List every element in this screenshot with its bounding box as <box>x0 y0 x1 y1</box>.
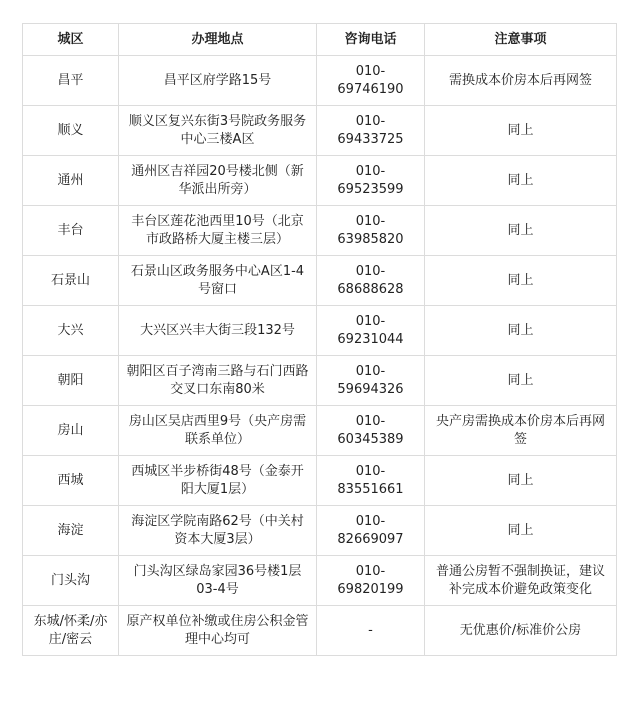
location-cell: 石景山区政务服务中心A区1-4号窗口 <box>119 256 317 306</box>
district-cell: 顺义 <box>23 106 119 156</box>
note-cell: 普通公房暂不强制换证，建议补完成本价避免政策变化 <box>425 556 617 606</box>
location-cell: 原产权单位补缴或住房公积金管理中心均可 <box>119 606 317 656</box>
note-cell: 同上 <box>425 356 617 406</box>
phone-cell: 010-69746190 <box>317 56 425 106</box>
location-cell: 门头沟区绿岛家园36号楼1层03-4号 <box>119 556 317 606</box>
phone-cell: 010-60345389 <box>317 406 425 456</box>
table-row <box>23 506 617 556</box>
table-row <box>23 106 617 156</box>
note-cell: 同上 <box>425 206 617 256</box>
header-location: 办理地点 <box>119 24 317 56</box>
phone-cell: 010-69231044 <box>317 306 425 356</box>
note-cell: 同上 <box>425 506 617 556</box>
district-cell: 房山 <box>23 406 119 456</box>
table-row <box>23 156 617 206</box>
district-cell: 东城/怀柔/亦庄/密云 <box>23 606 119 656</box>
note-cell: 需换成本价房本后再网签 <box>425 56 617 106</box>
housing-office-table <box>22 23 617 656</box>
header-phone: 咨询电话 <box>317 24 425 56</box>
table-row <box>23 56 617 106</box>
location-cell: 房山区吴店西里9号（央产房需联系单位） <box>119 406 317 456</box>
phone-cell: 010-69433725 <box>317 106 425 156</box>
table-row <box>23 556 617 606</box>
table-row <box>23 256 617 306</box>
note-cell: 同上 <box>425 306 617 356</box>
table-row <box>23 606 617 656</box>
district-cell: 朝阳 <box>23 356 119 406</box>
location-cell: 顺义区复兴东街3号院政务服务中心三楼A区 <box>119 106 317 156</box>
phone-cell: 010-63985820 <box>317 206 425 256</box>
table-row <box>23 456 617 506</box>
note-cell: 同上 <box>425 456 617 506</box>
location-cell: 西城区半步桥街48号（金泰开阳大厦1层） <box>119 456 317 506</box>
table-header-row <box>23 24 617 56</box>
district-cell: 大兴 <box>23 306 119 356</box>
district-cell: 昌平 <box>23 56 119 106</box>
phone-cell: 010-83551661 <box>317 456 425 506</box>
location-cell: 大兴区兴丰大街三段132号 <box>119 306 317 356</box>
location-cell: 朝阳区百子湾南三路与石门西路交叉口东南80米 <box>119 356 317 406</box>
district-cell: 石景山 <box>23 256 119 306</box>
location-cell: 昌平区府学路15号 <box>119 56 317 106</box>
district-cell: 门头沟 <box>23 556 119 606</box>
phone-cell: 010-82669097 <box>317 506 425 556</box>
note-cell: 同上 <box>425 156 617 206</box>
header-note: 注意事项 <box>425 24 617 56</box>
note-cell: 央产房需换成本价房本后再网签 <box>425 406 617 456</box>
header-district: 城区 <box>23 24 119 56</box>
district-cell: 西城 <box>23 456 119 506</box>
district-cell: 丰台 <box>23 206 119 256</box>
phone-cell: 010-69820199 <box>317 556 425 606</box>
district-cell: 海淀 <box>23 506 119 556</box>
note-cell: 同上 <box>425 106 617 156</box>
phone-cell: 010-68688628 <box>317 256 425 306</box>
note-cell: 同上 <box>425 256 617 306</box>
note-cell: 无优惠价/标准价公房 <box>425 606 617 656</box>
table-row <box>23 406 617 456</box>
phone-cell: 010-59694326 <box>317 356 425 406</box>
location-cell: 通州区吉祥园20号楼北侧（新华派出所旁） <box>119 156 317 206</box>
location-cell: 丰台区莲花池西里10号（北京市政路桥大厦主楼三层） <box>119 206 317 256</box>
table-row <box>23 356 617 406</box>
phone-cell: 010-69523599 <box>317 156 425 206</box>
location-cell: 海淀区学院南路62号（中关村资本大厦3层） <box>119 506 317 556</box>
table-row <box>23 206 617 256</box>
table-row <box>23 306 617 356</box>
district-cell: 通州 <box>23 156 119 206</box>
phone-cell: - <box>317 606 425 656</box>
